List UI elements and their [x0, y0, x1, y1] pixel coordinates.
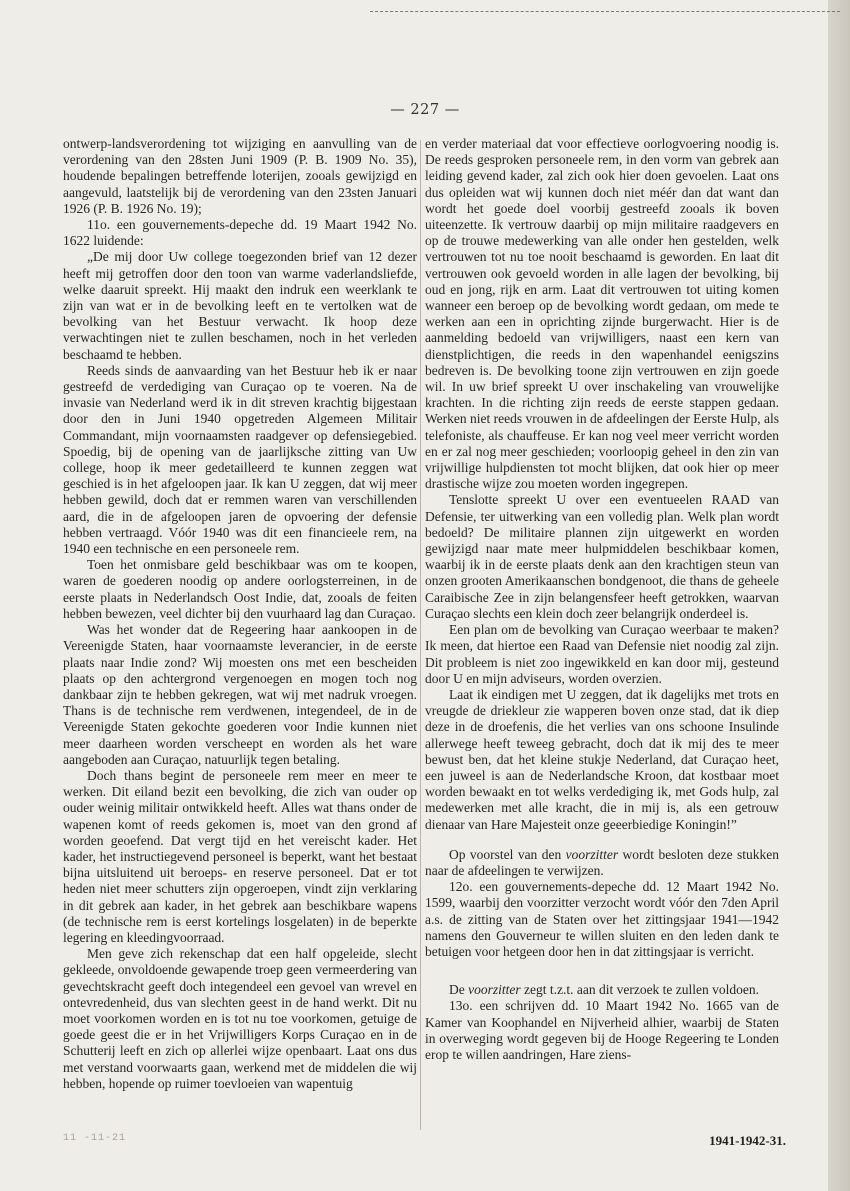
footer-document-code: 1941-1942-31.: [709, 1133, 786, 1148]
page-number: — 227 —: [390, 102, 460, 118]
left-column: [63, 136, 417, 1141]
paragraph: en verder materiaal dat voor effectieve oorlogvoering noodig is. De reeds gesproken personeele rem, in den vorm van gebrek aan leiding gevend kader, zal zich ook hier doen gevoelen. Laat ons dus opleiden wat wij kunnen doch niet méér dan dat want dan wordt het goede doel voorbij gestreefd zooals ik boven uiteenzette. Ik vertrouw daarbij op mijn militaire raadgevers en op de trouwe medewerking van alle onder hen gestelden, welk vertrouwen tot nu toe nooit beschaamd is geworden. En laat dit vertrouwen ook gevoeld worden in alle lagen der bevolking, bij oud en jong, rijk en arm. Laat dit vertrouwen tot uiting komen wanneer een beroep op de bevolking wordt gedaan, om mede te werken aan een in oprichting zijnde burgerwacht. Hier is de aanmelding bedoeld van vrijwilligers, naast een kern van dienstplichtigen, die reeds in den wapenhandel eenigszins bedreven is. De bevolking toone zijn vertrouwen en zijn goede wil. In uw brief spreekt U over inschakeling van vrouwelijke krachten. In die richting zijn reeds de eerste stappen gedaan. Werken niet reeds vrouwen in de afdeelingen der Eerste Hulp, als telefoniste, als chauffeuse. Er kan nog veel meer verricht worden en er zal nog meer geschieden; voorloopig geheel in den zin van vrijwillige hulpdiensten tot mocht blijken, dat ook hier op meer drastische wijze zou moeten worden ingegrepen.: [425, 136, 779, 492]
paragraph: Men geve zich rekenschap dat een half opgeleide, slecht gekleede, onvoldoende gewapende troep geen vermeerdering van gevechtskracht geeft doch integendeel een gevoel van wrevel en ontevredenheid, dus van slechten geest in de hand werkt. Dit nu moet voorkomen worden en is tot nu toe voorkomen, getuige de goede geest die er in het Vrijwilligers Korps Curaçao en in de Schutterij leeft en zich op allerlei wijze openbaart. Laat ons dus met verstand voorwaarts gaan, werkend met de middelen die wij hebben, hopende op ruimer toevloeien van wapentuig: [63, 946, 417, 1091]
paragraph: 13o. een schrijven dd. 10 Maart 1942 No. 1665 van de Kamer van Koophandel en Nijverheid alhier, waarbij de Staten in overweging wordt gegeven bij de Hooge Regeering te Londen erop te willen aandringen, Hare ziens-: [425, 998, 779, 1062]
paragraph: Op voorstel van den voorzitter wordt besloten deze stukken naar de afdeelingen te verwijzen.: [425, 846, 779, 878]
paragraph: ontwerp-landsverordening tot wijziging en aanvulling van de verordening van den 28sten Juni 1909 (P. B. 1909 No. 35), houdende bepalingen betreffende loterijen, zooals gewijzigd en aangevuld, laatstelijk bij de verordening van den 23sten Januari 1926 (P. B. 1926 No. 19);: [63, 136, 417, 216]
paragraph: 12o. een gouvernements-depeche dd. 12 Maart 1942 No. 1599, waarbij den voorzitter verzocht wordt vóór den 7den April a.s. de zitting van de Staten over het zittingsjaar 1941—1942 namens den Gouverneur te willen sluiten en den leden dank te betuigen voor hetgeen door hen in dat zittingsjaar is verricht.: [425, 879, 779, 959]
paragraph: Doch thans begint de personeele rem meer en meer te werken. Dit eiland bezit een bevolking, die zich van ouder op ouder weinig militair ontwikkeld heeft. Alles wat thans onder de wapenen komt of reeds gekomen is, moet van den grond af worden geoefend. Dat vergt tijd en het vereischt kader. Het kader, het instructiegevend personeel is beperkt, want het bestaat bijna uitsluitend uit beroeps- en reserve personeel. Dat er tot heden niet meer schutters zijn opgeroepen, vindt zijn verklaring in dit gebrek aan kader, in het gebrek aan beschikbare wapens (de technische rem is eerst kortelings losgelaten) in de beperkte legering en kleedingvoorraad.: [63, 767, 417, 945]
column-divider: [420, 140, 421, 1130]
paragraph: Was het wonder dat de Regeering haar aankoopen in de Vereenigde Staten, haar voornaamste leverancier, in de eerste plaats naar Indie zond? Wij moesten ons met een bescheiden plaats op den achtergrond vergenoegen en mogen toch nog dankbaar zijn te hebben gekregen, wat wij met nadruk vroegen. Thans is de technische rem verdwenen, integendeel, de in de Vereenigde Staten gekochte goederen voor Indie kunnen niet meer daarheen worden verscheept en worden als het ware aangeboden aan Curaçao, natuurlijk tegen betaling.: [63, 622, 417, 767]
paragraph: Toen het onmisbare geld beschikbaar was om te koopen, waren de goederen noodig op andere oorlogsterreinen, in de eerste plaats in Nederlandsch Oost Indie, dat, zooals de feiten hebben bewezen, veel dichter bij den vuurhaard lag dan Curaçao.: [63, 557, 417, 621]
paragraph: 11o. een gouvernements-depeche dd. 19 Maart 1942 No. 1622 luidende:: [63, 217, 417, 249]
paragraph: Tenslotte spreekt U over een eventueelen RAAD van Defensie, ter uitwerking van een volledig plan. Welk plan wordt bedoeld? De militaire plannen zijn uitgewerkt en worden gewijzigd naar mate meer hulpmiddelen beschikbaar komen, waarbij ik in de eerste plaats denk aan den krachtigen steun van onzen grooten Amerikaanschen bondgenoot, die thans de geheele Caraibische Zee in zijn belangensfeer heeft getrokken, waarvan Curaçao slechts een klein doch zeer belangrijk onderdeel is.: [425, 492, 779, 621]
paragraph: De voorzitter zegt t.z.t. aan dit verzoek te zullen voldoen.: [449, 982, 760, 998]
footer-archive-mark: 11 -11-21: [63, 1133, 127, 1144]
page-edge-shadow: [828, 0, 850, 1191]
paragraph: Een plan om de bevolking van Curaçao weerbaar te maken? Ik meen, dat hiertoe een Raad van Defensie niet noodig zal zijn. Dit probleem is niet zoo ingewikkeld en kan door mij, gesteund door U en mijn adviseurs, worden overzien.: [425, 622, 779, 686]
right-column: [425, 136, 779, 1141]
paragraph: „De mij door Uw college toegezonden brief van 12 dezer heeft mij getroffen door den toon van warme vaderlandsliefde, welke daaruit spreekt. Hij maakt den indruk een weerklank te zijn van wat er in de bevolking leeft en te vertolken wat de bevolking van het Bestuur verwacht. Ik hoop deze verwachtingen niet te zullen beschamen, noch in het verleden beschaamd te hebben.: [63, 249, 417, 362]
paragraph: Reeds sinds de aanvaarding van het Bestuur heb ik er naar gestreefd de verdediging van Curaçao op te voeren. Na de invasie van Nederland werd ik in dit streven krachtig bijgestaan door den in Juni 1940 opgetreden Algemeen Militair Commandant, mijn voornaamsten raadgever op defensiegebied. Spoedig, bij de opening van de jaarlijksche zitting van Uw college, hoop ik meer gedetailleerd te kunnen zeggen wat geschied is in het afgeloopen jaar. Ik kan U zeggen, dat wij meer hebben gewild, doch dat er remmen waren van verschillenden aard, die in de afgeloopen jaren de opvoering der defensie hebben vertraagd. Vóór 1940 was dit een financieele rem, na 1940 een technische en een personeele rem.: [63, 362, 417, 557]
top-dashed-rule: [370, 11, 840, 12]
paragraph: Laat ik eindigen met U zeggen, dat ik dagelijks met trots en vreugde de driekleur zie wapperen boven onze stad, dat ik diep deze in de droefenis, die het verlies van ons schoone Insulinde allerwege heeft teweeg gebracht, doch dat ik mij des te meer bewust ben, dat het kleine stukje Nederland, dat Curaçao heet, een juweel is aan de Nederlandsche Kroon, dat kostbaar moet worden bewaakt en tot welks verdediging ik, met Gods hulp, zal medewerken met alle kracht, die in mij is, als een getrouw dienaar van Hare Majesteit onze geeerbiedige Koningin!”: [425, 686, 779, 832]
